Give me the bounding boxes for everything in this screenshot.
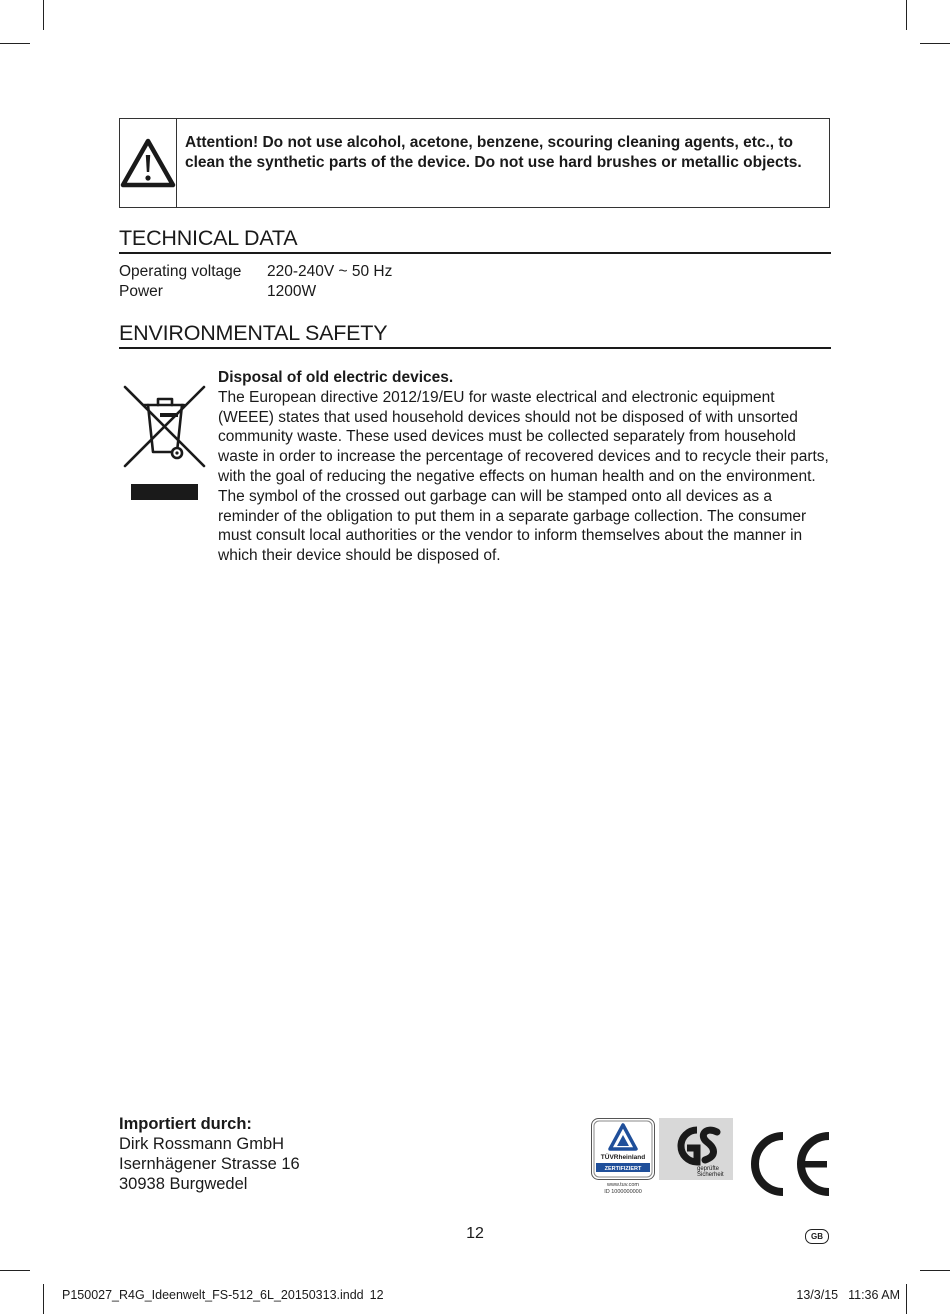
spec-label: Operating voltage xyxy=(119,263,242,280)
spec-table xyxy=(119,262,392,302)
language-badge: GB xyxy=(805,1229,829,1244)
crop-mark xyxy=(0,1270,30,1271)
crossed-out-wheelie-bin-icon xyxy=(122,384,208,472)
weee-bar xyxy=(131,484,198,500)
spec-value: 1200W xyxy=(267,283,317,300)
crop-mark xyxy=(0,43,30,44)
attention-box xyxy=(119,118,830,208)
spec-row-voltage xyxy=(119,262,392,282)
spec-value: 220-240V ~ 50 Hz xyxy=(267,263,393,280)
crop-mark xyxy=(920,43,950,44)
importer-line: Isernhägener Strasse 16 xyxy=(119,1155,300,1173)
disposal-paragraph-1: The European directive 2012/19/EU for waste electrical and electronic equipment (WEEE) states that used household devices should not be disposed of with unsorted community waste. These used devices must be collected separately from household waste in order to increase the percentage of recovered devices and to recycle their parts, with the goal of reducing the negative effects on human health and on the environment. xyxy=(218,388,829,485)
gs-safety-mark-logo xyxy=(659,1118,733,1180)
disposal-text-block xyxy=(218,368,830,566)
slug-time: 11:36 AM xyxy=(848,1288,900,1302)
tuv-status-text: ZERTIFIZIERT xyxy=(604,1166,642,1172)
spec-label: Power xyxy=(119,283,163,300)
crop-mark xyxy=(43,0,44,30)
importer-block xyxy=(119,1114,300,1194)
disposal-paragraph-2: The symbol of the crossed out garbage can will be stamped onto all devices as a reminder of the obligation to put them in a separate garbage collection. The consumer must consult local authorities or the vendor to inform themselves about the manner in which their device should be disposed of. xyxy=(218,487,807,565)
attention-icon-cell xyxy=(120,119,177,207)
crop-mark xyxy=(906,0,907,30)
slug-file-name: P150027_R4G_Ideenwelt_FS-512_6L_20150313.indd xyxy=(62,1288,364,1302)
tuv-brand-text: TÜVRheinland xyxy=(600,1154,646,1161)
technical-data-heading: TECHNICAL DATA xyxy=(119,226,831,254)
disposal-title: Disposal of old electric devices. xyxy=(218,369,454,386)
slug-date: 13/3/15 xyxy=(796,1288,839,1302)
page-number: 12 xyxy=(466,1225,484,1242)
slug-date-info xyxy=(796,1288,900,1302)
importer-title: Importiert durch: xyxy=(119,1115,252,1133)
tuv-url: www.tuv.com xyxy=(607,1182,639,1188)
importer-line: 30938 Burgwedel xyxy=(119,1175,248,1193)
slug-file-page: 12 xyxy=(369,1288,384,1302)
environmental-safety-heading: ENVIRONMENTAL SAFETY xyxy=(119,321,831,349)
crop-mark xyxy=(43,1284,44,1314)
crop-mark xyxy=(906,1284,907,1314)
ce-mark-logo xyxy=(749,1131,833,1197)
tuv-caption xyxy=(591,1182,655,1196)
tuv-id: ID 1000000000 xyxy=(604,1189,642,1195)
importer-line: Dirk Rossmann GmbH xyxy=(119,1135,285,1153)
warning-triangle-icon xyxy=(120,138,176,188)
spec-row-power xyxy=(119,282,392,302)
crop-mark xyxy=(920,1270,950,1271)
slug-file-info xyxy=(62,1288,384,1302)
gs-text-1: geprüfte xyxy=(697,1166,720,1172)
attention-text: Attention! Do not use alcohol, acetone, benzene, scouring cleaning agents, etc., to clean the synthetic parts of the device. Do not use hard brushes or metallic objects. xyxy=(185,134,802,171)
gs-text-2: Sicherheit xyxy=(697,1172,724,1178)
tuv-certification-logo xyxy=(591,1118,655,1180)
